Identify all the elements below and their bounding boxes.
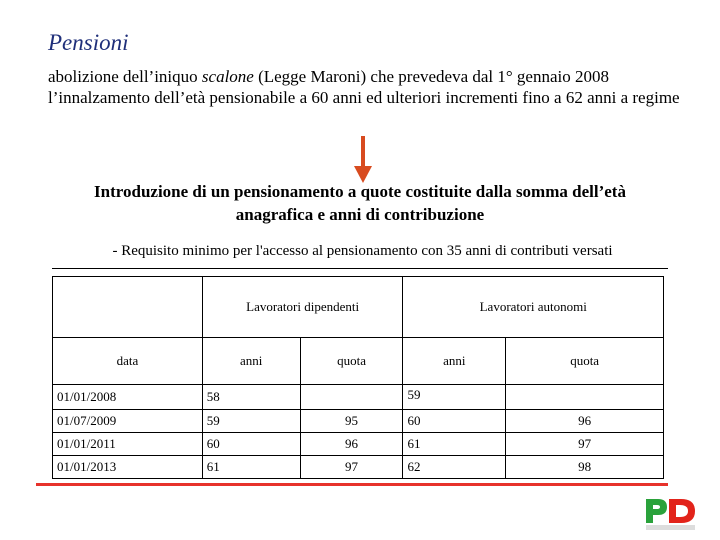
table-group-header-row <box>53 277 664 338</box>
table-cell-quota: 98 <box>506 456 664 479</box>
table-cell-quota <box>506 385 664 410</box>
table-cell-anni: 60 <box>403 410 506 433</box>
table-column-header-row <box>53 338 664 385</box>
page-title: Pensioni <box>48 30 129 55</box>
table-cell-anni: 62 <box>403 456 506 479</box>
divider <box>52 268 668 269</box>
table-cell-anni: 61 <box>403 433 506 456</box>
down-arrow-icon <box>352 136 374 184</box>
table-row <box>53 433 664 456</box>
requirement-text: - Requisito minimo per l'accesso al pensionamento con 35 anni di contributi versati <box>112 243 613 259</box>
table-row <box>53 385 664 410</box>
column-header-anni-dipendenti: anni <box>202 338 300 385</box>
table-cell-date: 01/07/2009 <box>53 410 203 433</box>
table-cell-anni: 59 <box>202 410 300 433</box>
table-cell-quota: 97 <box>506 433 664 456</box>
column-header-quota-autonomi: quota <box>506 338 664 385</box>
footer-rule <box>36 483 668 486</box>
intro-text-2: (Legge Maroni) che prevedeva dal 1° gennaio 2008 l’innalzamento dell’età pensionabile a 60 anni ed ulteriori incrementi fino a 62 anni a regime <box>48 67 680 107</box>
table-corner-cell <box>53 277 203 338</box>
table-cell-anni: 61 <box>202 456 300 479</box>
intro-text-1: abolizione dell’iniquo <box>48 67 202 86</box>
column-header-anni-autonomi: anni <box>403 338 506 385</box>
intro-italic-term: scalone <box>201 67 254 86</box>
table-cell-date: 01/01/2008 <box>53 385 203 410</box>
pension-table <box>52 276 664 479</box>
column-header-quota-dipendenti: quota <box>300 338 403 385</box>
table-cell-anni: 58 <box>202 385 300 410</box>
table-cell-quota: 96 <box>300 433 403 456</box>
group-header-dipendenti: Lavoratori dipendenti <box>202 277 403 338</box>
table-cell-quota <box>300 385 403 410</box>
table-cell-quota: 96 <box>506 410 664 433</box>
table-cell-date: 01/01/2011 <box>53 433 203 456</box>
table-cell-anni: 60 <box>202 433 300 456</box>
table-row <box>53 456 664 479</box>
table-cell-quota: 97 <box>300 456 403 479</box>
table-cell-date: 01/01/2013 <box>53 456 203 479</box>
pd-logo-icon <box>644 496 700 532</box>
table-cell-quota: 95 <box>300 410 403 433</box>
table-cell-anni: 59 <box>403 385 506 410</box>
column-header-data: data <box>53 338 203 385</box>
table-row <box>53 410 664 433</box>
intro-paragraph <box>48 66 688 108</box>
group-header-autonomi: Lavoratori autonomi <box>403 277 664 338</box>
section-heading: Introduzione di un pensionamento a quote costituite dalla somma dell’età anagrafica e anni di contribuzione <box>94 182 626 224</box>
